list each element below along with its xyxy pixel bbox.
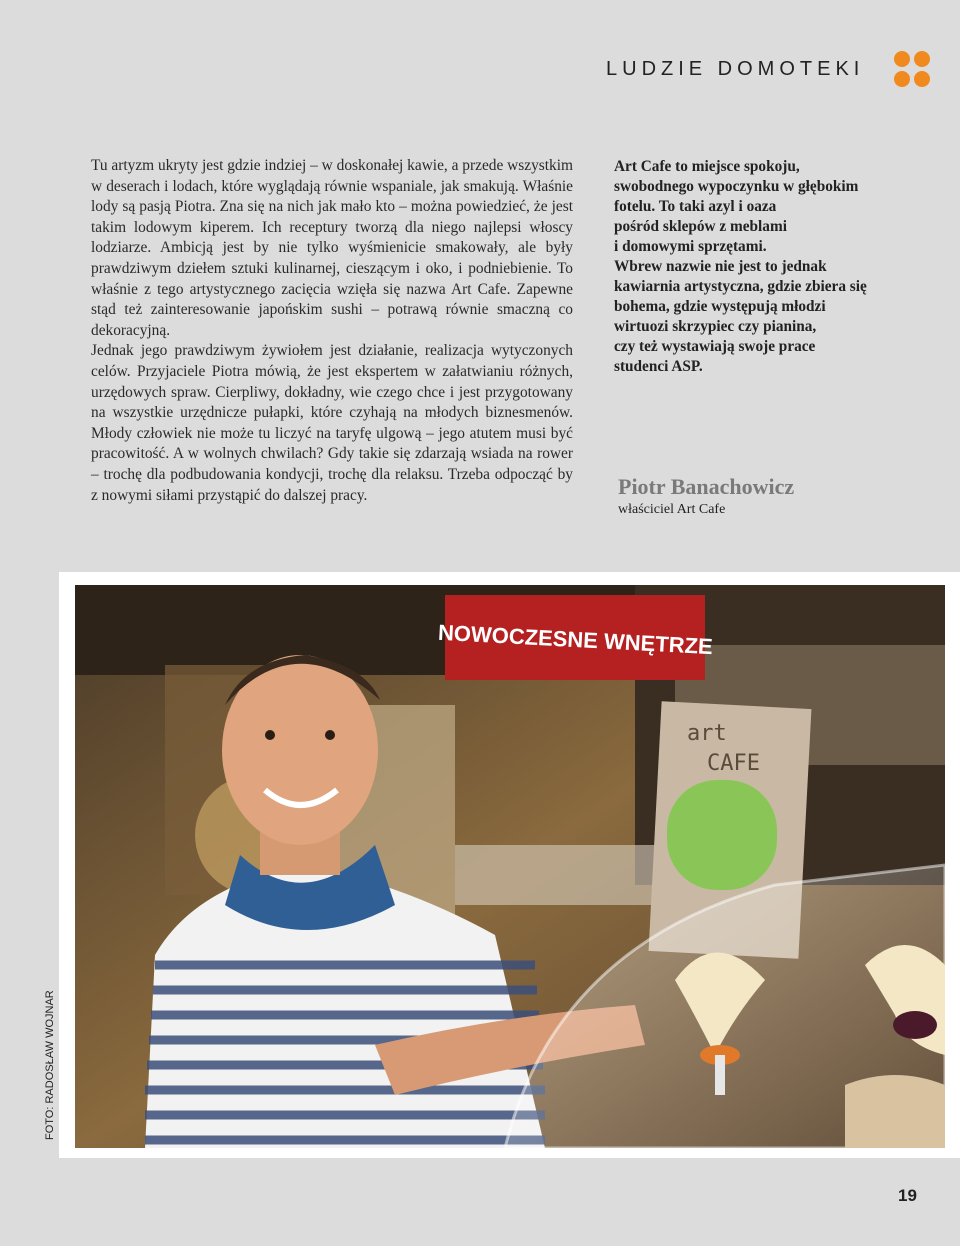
photo-credit: FOTO: RADOSŁAW WOJNAR bbox=[44, 990, 56, 1140]
pull-quote-line: Wbrew nazwie nie jest to jednak bbox=[614, 258, 827, 275]
menu-board-text-2: CAFE bbox=[707, 751, 760, 776]
pull-quote-line: Art Cafe to miejsce spokoju, bbox=[614, 158, 800, 175]
pull-quote-line: swobodnego wypoczynku w głębokim bbox=[614, 178, 859, 195]
person-name: Piotr Banachowicz bbox=[618, 474, 795, 499]
page-number: 19 bbox=[898, 1186, 917, 1205]
menu-board-text-1: art bbox=[687, 721, 727, 746]
photo-frame bbox=[59, 572, 960, 1158]
portrait-photo bbox=[75, 585, 945, 1148]
pull-quote-line: i domowymi sprzętami. bbox=[614, 238, 767, 255]
article-body bbox=[91, 156, 573, 506]
pull-quote-line: studenci ASP. bbox=[614, 358, 703, 375]
section-title: LUDZIE DOMOTEKI bbox=[606, 58, 865, 80]
pull-quote-line: bohema, gdzie występują młodzi bbox=[614, 298, 826, 315]
person-role: właściciel Art Cafe bbox=[618, 502, 726, 517]
pull-quote-line: kawiarnia artystyczna, gdzie zbiera się bbox=[614, 278, 867, 295]
pull-quote-line: czy też wystawiają swoje prace bbox=[614, 338, 816, 355]
pull-quote-line: fotelu. To taki azyl i oaza bbox=[614, 198, 777, 215]
article-paragraph-2: Jednak jego prawdziwym żywiołem jest działanie, realizacja wytyczonych celów. Przyjaciele Piotra mówią, że jest ekspertem w załatwianiu różnych, urzędowych spraw. Cierpliwy, dokładny, wie czego chce i jest przygotowany na wszystkie urzędnicze pułapki, które czyhają na młodych biznesmenów. Młody człowiek nie może tu liczyć na taryfę ulgową – jego atutem musi być pracowitość. A w wolnych chwilach? Gdy takie się zdarzają wsiada na rower – trochę dla podbudowania kondycji, trochę dla relaksu. Trzeba odpocząć by z nowymi siłami przystąpić do dalszej pracy. bbox=[91, 342, 573, 504]
pull-quote-line: pośród sklepów z meblami bbox=[614, 218, 787, 235]
shop-sign: NOWOCZESNE WNĘTRZE bbox=[437, 619, 714, 660]
article-paragraph-1: Tu artyzm ukryty jest gdzie indziej – w doskonałej kawie, a przede wszystkim w deserach i lodach, które wyglądają równie wspaniale, jak smakują. Właśnie lody są pasją Piotra. Zna się na nich jak mało kto – można powiedzieć, że jest takim lodowym kiperem. Ich receptury tworzą dla niego najlepsi włoscy lodziarze. Ambicją jest by nie tylko wyśmienicie smakowały, ale były prawdziwym dziełem sztuki kulinarnej, cieszącym i oko, i podniebienie. To właśnie z tego artystycznego zacięcia wzięła się nazwa Art Cafe. Zapewne stąd też zainteresowanie japońskim sushi – potrawą równie smaczną co dekoracyjną. bbox=[91, 157, 573, 339]
pull-quote-line: wirtuozi skrzypiec czy pianina, bbox=[614, 318, 817, 335]
cafe-scene-illustration bbox=[75, 585, 945, 1148]
pull-quote bbox=[614, 157, 914, 377]
dots-logo-icon bbox=[894, 51, 932, 89]
